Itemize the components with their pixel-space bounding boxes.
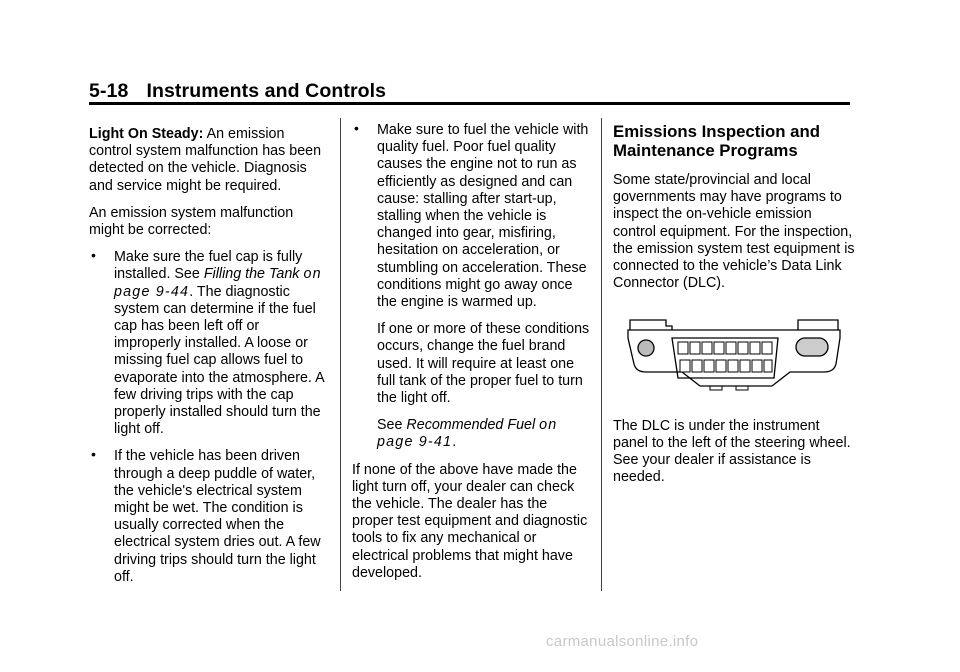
see-reference-paragraph: [352, 417, 592, 451]
closing-paragraph: If none of the above have made the light turn off, your dealer can check the vehicle. The dealer has the proper test equipment and diagnostic tools to fix any mechanical or electrical problems that might have developed.: [352, 461, 588, 581]
bullet-text: If the vehicle has been driven through a deep puddle of water, the vehicle's electrical system might be wet. The condition is usually corrected when the electrical system dries out. A few driving trips should turn the light off.: [114, 448, 321, 585]
column-1: [89, 126, 329, 596]
dlc-connector-illustration: [622, 316, 848, 392]
chapter-title: Instruments and Controls: [146, 80, 387, 102]
ref-link-filling-tank[interactable]: Filling the Tank: [203, 266, 300, 283]
bullet-fuel-cap: [89, 249, 329, 438]
lead-text: An emission control system malfunction has been detected on the vehicle. Diagnosis and service might be required.: [89, 126, 322, 194]
column-3: [613, 122, 855, 496]
bullet-puddle: [89, 448, 329, 586]
ref-page-recommended-fuel[interactable]: on page 9‑41: [377, 417, 558, 451]
ref-link-recommended-fuel[interactable]: Recommended Fuel: [406, 417, 536, 434]
bullet-dot: •: [91, 446, 96, 463]
column-2: [352, 122, 592, 592]
column-divider-1: [340, 118, 341, 591]
page-header: [89, 80, 386, 103]
bullet-text-post: . The diagnostic system can determine if the fuel cap has been left off or improperly installed. A loose or missing fuel cap allows fuel to evaporate into the atmosphere. A few driving trips with the cap properly installed should turn the light off.: [114, 283, 324, 438]
see-pre: See: [377, 417, 407, 434]
bullet-dot: •: [354, 120, 359, 136]
lead-label: Light On Steady:: [89, 126, 204, 142]
dlc-location-paragraph: The DLC is under the instrument panel to the left of the steering wheel. See your dealer if assistance is needed.: [613, 417, 851, 486]
ref-page-filling-tank[interactable]: on page 9‑44: [114, 266, 322, 300]
fuel-brand-paragraph: If one or more of these conditions occurs, change the fuel brand used. It will require at least one full tank of the proper fuel to turn the light off.: [377, 321, 590, 407]
bullet-dot: •: [91, 247, 96, 264]
see-post: .: [452, 434, 457, 451]
watermark: carmanualsonline.info: [546, 633, 699, 650]
column-divider-2: [601, 118, 602, 591]
page-number: 5-18: [89, 80, 129, 102]
header-rule: [89, 102, 850, 105]
bullet-text-pre: Make sure the fuel cap is fully installed. See: [114, 249, 303, 283]
bullet-fuel-quality: [352, 122, 592, 311]
light-on-steady-paragraph: [89, 126, 329, 195]
inspection-paragraph: Some state/provincial and local governments may have programs to inspect the on-vehicle emission control equipment. For the inspection, the emission system test equipment is connected to the vehicle’s Data Link Connector (DLC).: [613, 172, 855, 292]
intro-paragraph: An emission system malfunction might be corrected:: [89, 204, 294, 239]
bullet-text: Make sure to fuel the vehicle with quality fuel. Poor fuel quality causes the engine not to run as efficiently as designed and can cause: stalling after start-up, stalling when the vehicle is changed into gear, misfiring, hesitation on acceleration, or stumbling on acceleration. These conditions might go away once the engine is warmed up.: [377, 122, 589, 311]
section-heading: Emissions Inspection and Maintenance Programs: [613, 122, 821, 160]
